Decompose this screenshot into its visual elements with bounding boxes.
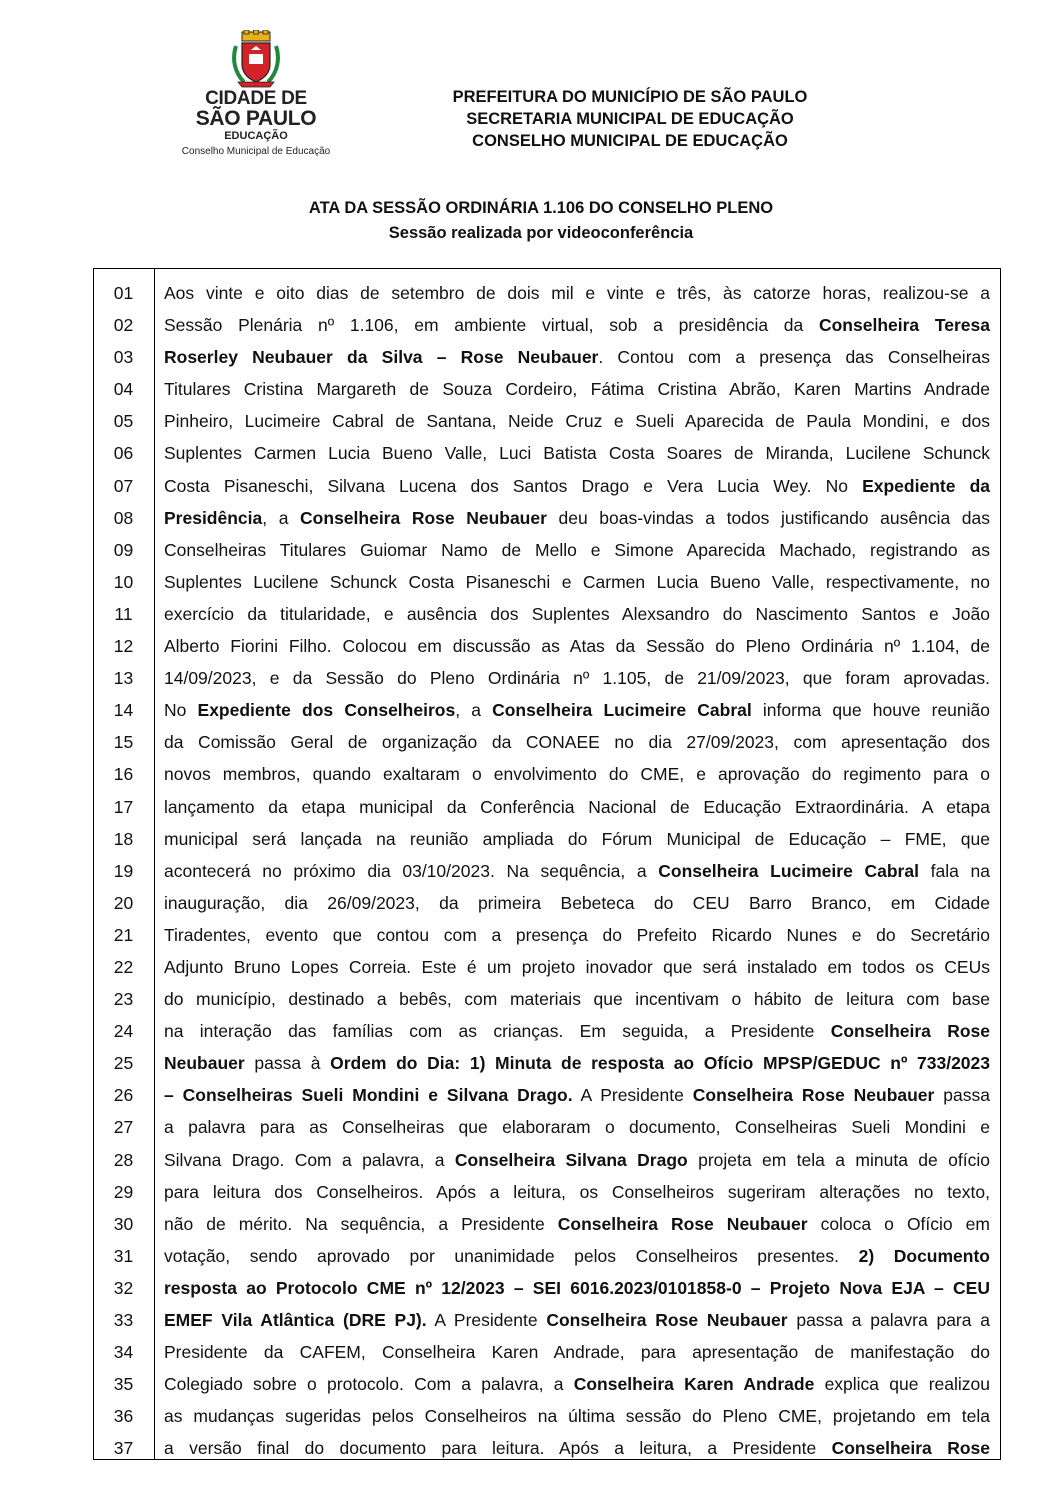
text-line	[164, 502, 990, 534]
line-number: 05	[113, 411, 134, 432]
text: a palavra para as Conselheiras que elaboraram o documento, Conselheiras Sueli Mondini e	[164, 1117, 990, 1138]
text: Costa Pisaneschi, Silvana Lucena dos Santos Drago e Vera Lucia Wey. No	[164, 475, 863, 496]
line-number: 18	[113, 828, 134, 849]
line-number: 30	[113, 1213, 134, 1234]
text: A Presidente	[572, 1085, 693, 1106]
text-line	[164, 437, 990, 469]
text: votação, sendo aprovado por unanimidade pelos Conselheiros presentes.	[164, 1245, 859, 1266]
text: da Comissão Geral de organização da CONAEE no dia 27/09/2023, com apresentação dos	[164, 732, 990, 753]
text: Silvana Drago. Com a palavra, a	[164, 1149, 455, 1170]
line-number: 28	[113, 1149, 134, 1170]
line-number: 03	[113, 347, 134, 368]
header-line-2: SECRETARIA MUNICIPAL DE EDUCAÇÃO	[466, 110, 794, 128]
line-number: 17	[113, 796, 134, 817]
text: deu boas-vindas a todos justificando ausência das	[546, 507, 990, 528]
line-number: 26	[113, 1085, 134, 1106]
bold-text: Conselheira Rose	[830, 1021, 991, 1042]
text: , a	[455, 700, 493, 721]
bold-text: Conselheira Rose Neubauer	[546, 1310, 788, 1330]
line-number: 34	[113, 1342, 134, 1363]
text-line	[164, 1432, 990, 1464]
text-line	[164, 534, 990, 566]
text: Titulares Cristina Margareth de Souza Cordeiro, Fátima Cristina Abrão, Karen Martins Andrade	[164, 379, 990, 400]
text: A Presidente	[426, 1310, 547, 1330]
line-number: 32	[113, 1277, 134, 1298]
bold-text: Presidência	[164, 507, 263, 528]
bold-text: Expediente da	[862, 475, 990, 496]
line-number: 35	[113, 1374, 134, 1395]
text-line	[164, 1047, 990, 1079]
line-number: 20	[113, 892, 134, 913]
bold-text: resposta ao Protocolo CME nº 12/2023 – SEI 6016.2023/0101858-0 – Projeto Nova EJA – CEU	[164, 1277, 990, 1298]
logo-department: EDUCAÇÃO	[224, 130, 288, 142]
text-line	[164, 470, 990, 502]
bold-text: Roserley Neubauer da Silva – Rose Neubauer	[164, 347, 599, 368]
text-line	[164, 1336, 990, 1368]
line-number: 33	[113, 1310, 134, 1330]
line-number-divider	[154, 268, 155, 1460]
text: Presidente da CAFEM, Conselheira Karen Andrade, para apresentação de manifestação do	[164, 1342, 990, 1363]
line-number: 25	[113, 1053, 134, 1074]
text: , a	[262, 507, 301, 528]
text: informa que houve reunião	[751, 700, 990, 721]
text: a versão final do documento para leitura. Após a leitura, a Presidente	[164, 1438, 832, 1459]
bold-text: Conselheira Silvana Drago	[454, 1149, 688, 1170]
text: 14/09/2023, e da Sessão do Pleno Ordinária nº 1.105, de 21/09/2023, que foram aprovadas.	[164, 668, 990, 689]
city-logo	[170, 30, 342, 166]
line-number: 11	[114, 603, 133, 624]
text: Suplentes Lucilene Schunck Costa Pisaneschi e Carmen Lucia Bueno Valle, respectivamente, no	[164, 571, 990, 592]
line-number: 16	[113, 764, 134, 785]
bold-text: Neubauer	[164, 1053, 245, 1074]
line-number: 09	[113, 539, 134, 560]
bold-text: Conselheira Lucimeire Cabral	[492, 700, 752, 721]
text: Tiradentes, evento que contou com a presença do Prefeito Ricardo Nunes e do Secretário	[164, 924, 990, 945]
bold-text: 2) Documento	[858, 1245, 990, 1266]
text: coloca o Ofício em	[807, 1213, 990, 1234]
text-line	[164, 566, 990, 598]
text: lançamento da etapa municipal da Conferência Nacional de Educação Extraordinária. A etapa	[164, 796, 990, 817]
line-number: 21	[113, 924, 134, 945]
line-number: 01	[113, 283, 134, 303]
text: acontecerá no próximo dia 03/10/2023. Na sequência, a	[164, 860, 659, 881]
text-line	[164, 791, 990, 823]
line-number: 02	[113, 315, 134, 336]
text: Sessão Plenária nº 1.106, em ambiente virtual, sob a presidência da	[164, 315, 819, 336]
document-header	[380, 86, 880, 152]
minutes-body	[164, 277, 990, 1464]
line-number: 08	[113, 507, 134, 528]
text: Colegiado sobre o protocolo. Com a palavra, a	[164, 1374, 574, 1395]
text-line	[164, 373, 990, 405]
text-line	[164, 309, 990, 341]
text: para leitura dos Conselheiros. Após a leitura, os Conselheiros sugeriram alterações no texto,	[164, 1181, 990, 1202]
text: explica que realizou	[814, 1374, 990, 1395]
document-title	[150, 196, 932, 246]
line-number: 15	[113, 732, 134, 753]
bold-text: Conselheira Rose Neubauer	[557, 1213, 808, 1234]
header-line-3: CONSELHO MUNICIPAL DE EDUCAÇÃO	[472, 132, 788, 150]
bold-text: Conselheira Teresa	[818, 315, 990, 336]
bold-text: Conselheira Rose Neubauer	[692, 1085, 935, 1106]
text: exercício da titularidade, e ausência dos Suplentes Alexsandro do Nascimento Santos e João	[164, 603, 990, 624]
text: . Contou com a presença das Conselheiras	[598, 347, 991, 368]
text-line	[164, 758, 990, 790]
text: Suplentes Carmen Lucia Bueno Valle, Luci Batista Costa Soares de Miranda, Lucilene Schunck	[164, 443, 990, 464]
line-number: 37	[113, 1438, 134, 1459]
bold-text: Conselheira Rose Neubauer	[300, 507, 547, 528]
text-line	[164, 1240, 990, 1272]
line-number: 07	[113, 475, 134, 496]
logo-council: Conselho Municipal de Educação	[181, 146, 331, 157]
text: Aos vinte e oito dias de setembro de dois mil e vinte e três, às catorze horas, realizou-se a	[164, 283, 990, 303]
text-line	[164, 341, 990, 373]
text-line	[164, 1111, 990, 1143]
text: passa à	[244, 1053, 331, 1074]
text: inauguração, dia 26/09/2023, da primeira Bebeteca do CEU Barro Branco, em Cidade	[164, 892, 990, 913]
line-number: 19	[113, 860, 134, 881]
text: as mudanças sugeridas pelos Conselheiros na última sessão do Pleno CME, projetando em tela	[164, 1406, 990, 1427]
line-number: 13	[113, 668, 134, 689]
line-number: 29	[113, 1181, 134, 1202]
line-number: 36	[113, 1406, 134, 1427]
text-line	[164, 887, 990, 919]
line-number: 31	[113, 1245, 134, 1266]
text: Alberto Fiorini Filho. Colocou em discussão as Atas da Sessão do Pleno Ordinária nº 1.104, de	[164, 636, 990, 657]
text-line	[164, 405, 990, 437]
text-line	[164, 1015, 990, 1047]
text-line	[164, 983, 990, 1015]
line-number: 22	[113, 956, 134, 977]
text: Adjunto Bruno Lopes Correia. Este é um projeto inovador que será instalado em todos os CEUs	[164, 956, 990, 977]
line-numbers-column	[93, 277, 154, 1464]
line-number: 23	[113, 989, 134, 1010]
text: passa	[934, 1085, 990, 1106]
text-line	[164, 1368, 990, 1400]
bold-text: Conselheira Rose	[831, 1438, 990, 1459]
text: novos membros, quando exaltaram o envolvimento do CME, e aprovação do regimento para o	[164, 764, 990, 785]
text: passa a palavra para a	[787, 1310, 990, 1330]
line-number: 24	[113, 1021, 134, 1042]
text: do município, destinado a bebês, com materiais que incentivam o hábito de leitura com base	[164, 989, 990, 1010]
line-number: 12	[113, 636, 134, 657]
logo-city-line2: SÃO PAULO	[195, 107, 317, 130]
bold-text: Conselheira Lucimeire Cabral	[658, 860, 919, 881]
text-line	[164, 1400, 990, 1432]
text-line	[164, 1079, 990, 1111]
bold-text: Ordem do Dia: 1) Minuta de resposta ao Ofício MPSP/GEDUC nº 733/2023	[330, 1053, 990, 1074]
header-line-1: PREFEITURA DO MUNICÍPIO DE SÃO PAULO	[452, 88, 808, 106]
logo-city-line1: CIDADE DE	[205, 88, 307, 109]
text-line	[164, 726, 990, 758]
text-line	[164, 1176, 990, 1208]
bold-text: – Conselheiras Sueli Mondini e Silvana Drago.	[164, 1085, 573, 1106]
title-sub: Sessão realizada por videoconferência	[388, 224, 694, 242]
text: municipal será lançada na reunião ampliada do Fórum Municipal de Educação – FME, que	[164, 828, 990, 849]
text: fala na	[918, 860, 990, 881]
text-line	[164, 855, 990, 887]
text-line	[164, 1144, 990, 1176]
text-line	[164, 277, 990, 309]
text-line	[164, 1272, 990, 1304]
text-line	[164, 1208, 990, 1240]
text-line	[164, 1304, 990, 1336]
coat-of-arms-icon	[232, 30, 280, 88]
text: Conselheiras Titulares Guiomar Namo de Mello e Simone Aparecida Machado, registrando as	[164, 539, 990, 560]
text-line	[164, 662, 990, 694]
text-line	[164, 694, 990, 726]
text: Pinheiro, Lucimeire Cabral de Santana, Neide Cruz e Sueli Aparecida de Paula Mondini, e dos	[164, 411, 990, 432]
text-line	[164, 919, 990, 951]
line-number: 04	[113, 379, 134, 400]
bold-text: Conselheira Karen Andrade	[573, 1374, 815, 1395]
line-number: 27	[113, 1117, 134, 1138]
bold-text: EMEF Vila Atlântica (DRE PJ).	[164, 1310, 427, 1330]
bold-text: Expediente dos Conselheiros	[197, 700, 456, 721]
text: No	[164, 700, 198, 721]
text: projeta em tela a minuta de ofício	[687, 1149, 990, 1170]
line-number: 10	[113, 571, 134, 592]
text: na interação das famílias com as crianças. Em seguida, a Presidente	[164, 1021, 831, 1042]
text-line	[164, 630, 990, 662]
text-line	[164, 951, 990, 983]
text: não de mérito. Na sequência, a Presidente	[164, 1213, 558, 1234]
text-line	[164, 598, 990, 630]
title-main: ATA DA SESSÃO ORDINÁRIA 1.106 DO CONSELHO PLENO	[308, 199, 774, 217]
line-number: 14	[113, 700, 134, 721]
line-number: 06	[113, 443, 134, 464]
text-line	[164, 823, 990, 855]
